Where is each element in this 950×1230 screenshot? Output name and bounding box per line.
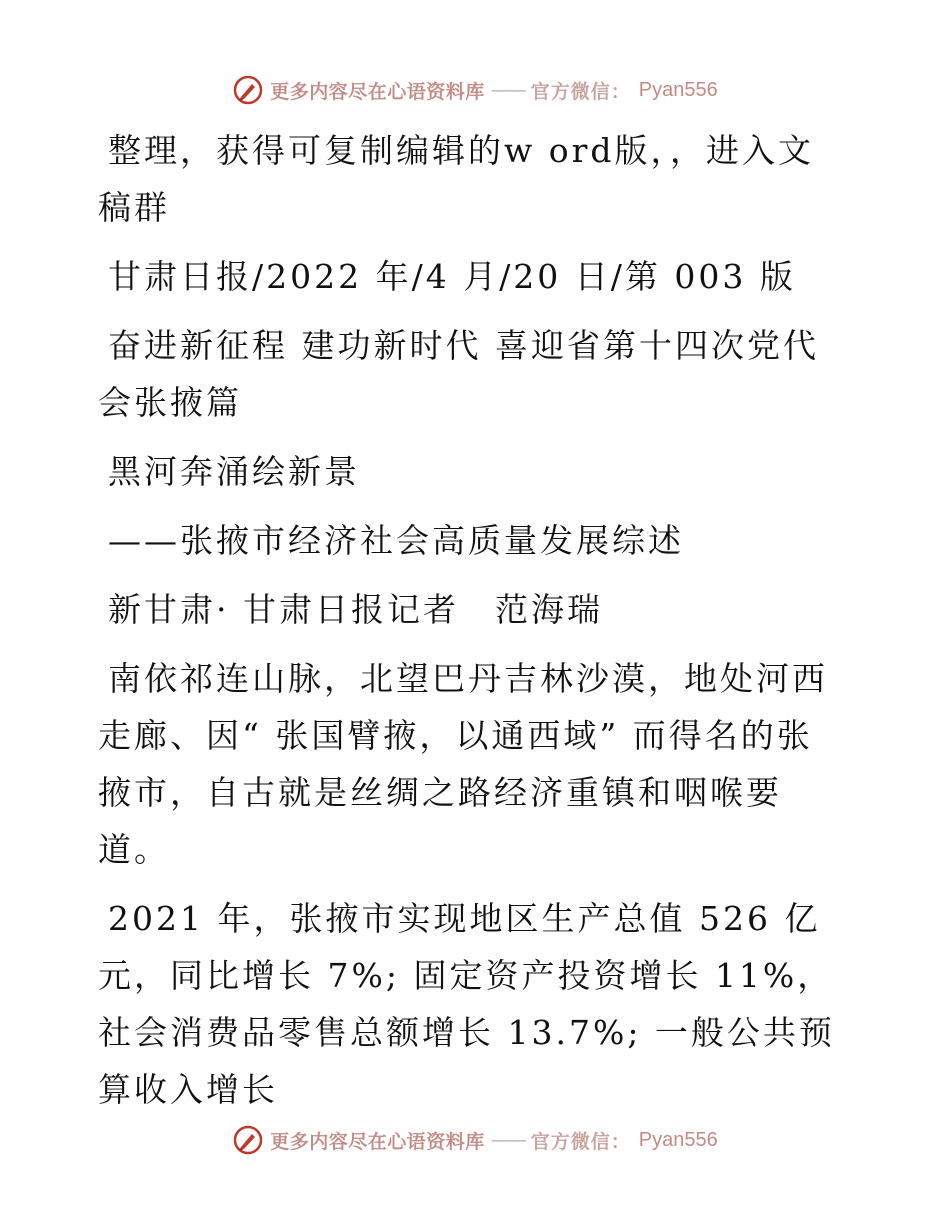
banner-wechat-id: Pyan556 — [638, 1128, 718, 1151]
pen-circle-logo-icon — [232, 1124, 264, 1156]
pen-circle-logo-icon — [232, 74, 264, 106]
banner-dash: —— — [490, 1129, 525, 1151]
paragraph-body-2: 2021 年，张掖市实现地区生产总值 526 亿元，同比增长 7%; 固定资产投资增长 11%，社会消费品零售总额增长 13.7%; 一般公共预算收入增长 — [98, 899, 835, 1109]
banner-wechat-id: Pyan556 — [638, 78, 718, 101]
banner-wechat-label: 官方微信： — [530, 80, 631, 103]
header-banner — [0, 70, 950, 110]
paragraph-source-line: 甘肃日报/2022 年/4 月/20 日/第 003 版 — [108, 257, 796, 296]
banner-dash: —— — [490, 79, 525, 101]
paragraph-subheadline: ——张掖市经济社会高质量发展综述 — [108, 521, 684, 560]
paragraph-headline: 黑河奔涌绘新景 — [108, 452, 360, 491]
paragraph-byline: 新甘肃· 甘肃日报记者 范海瑞 — [108, 590, 603, 629]
banner-text: 更多内容尽在心语资料库 — [270, 1130, 485, 1153]
banner-wechat-label: 官方微信： — [530, 1130, 631, 1153]
banner-text: 更多内容尽在心语资料库 — [270, 80, 485, 103]
article-body — [98, 122, 838, 1130]
footer-banner — [0, 1120, 950, 1160]
paragraph-column-title: 奋进新征程 建功新时代 喜迎省第十四次党代会张掖篇 — [98, 326, 819, 422]
paragraph-body-1: 南依祁连山脉，北望巴丹吉林沙漠，地处河西走廊、因“ 张国臂掖，以通西域” 而得名的张掖市，自古就是丝绸之路经济重镇和咽喉要道。 — [98, 659, 828, 869]
paragraph-intro-note: 整理，获得可复制编辑的w ord版，，进入文稿群 — [98, 131, 815, 227]
